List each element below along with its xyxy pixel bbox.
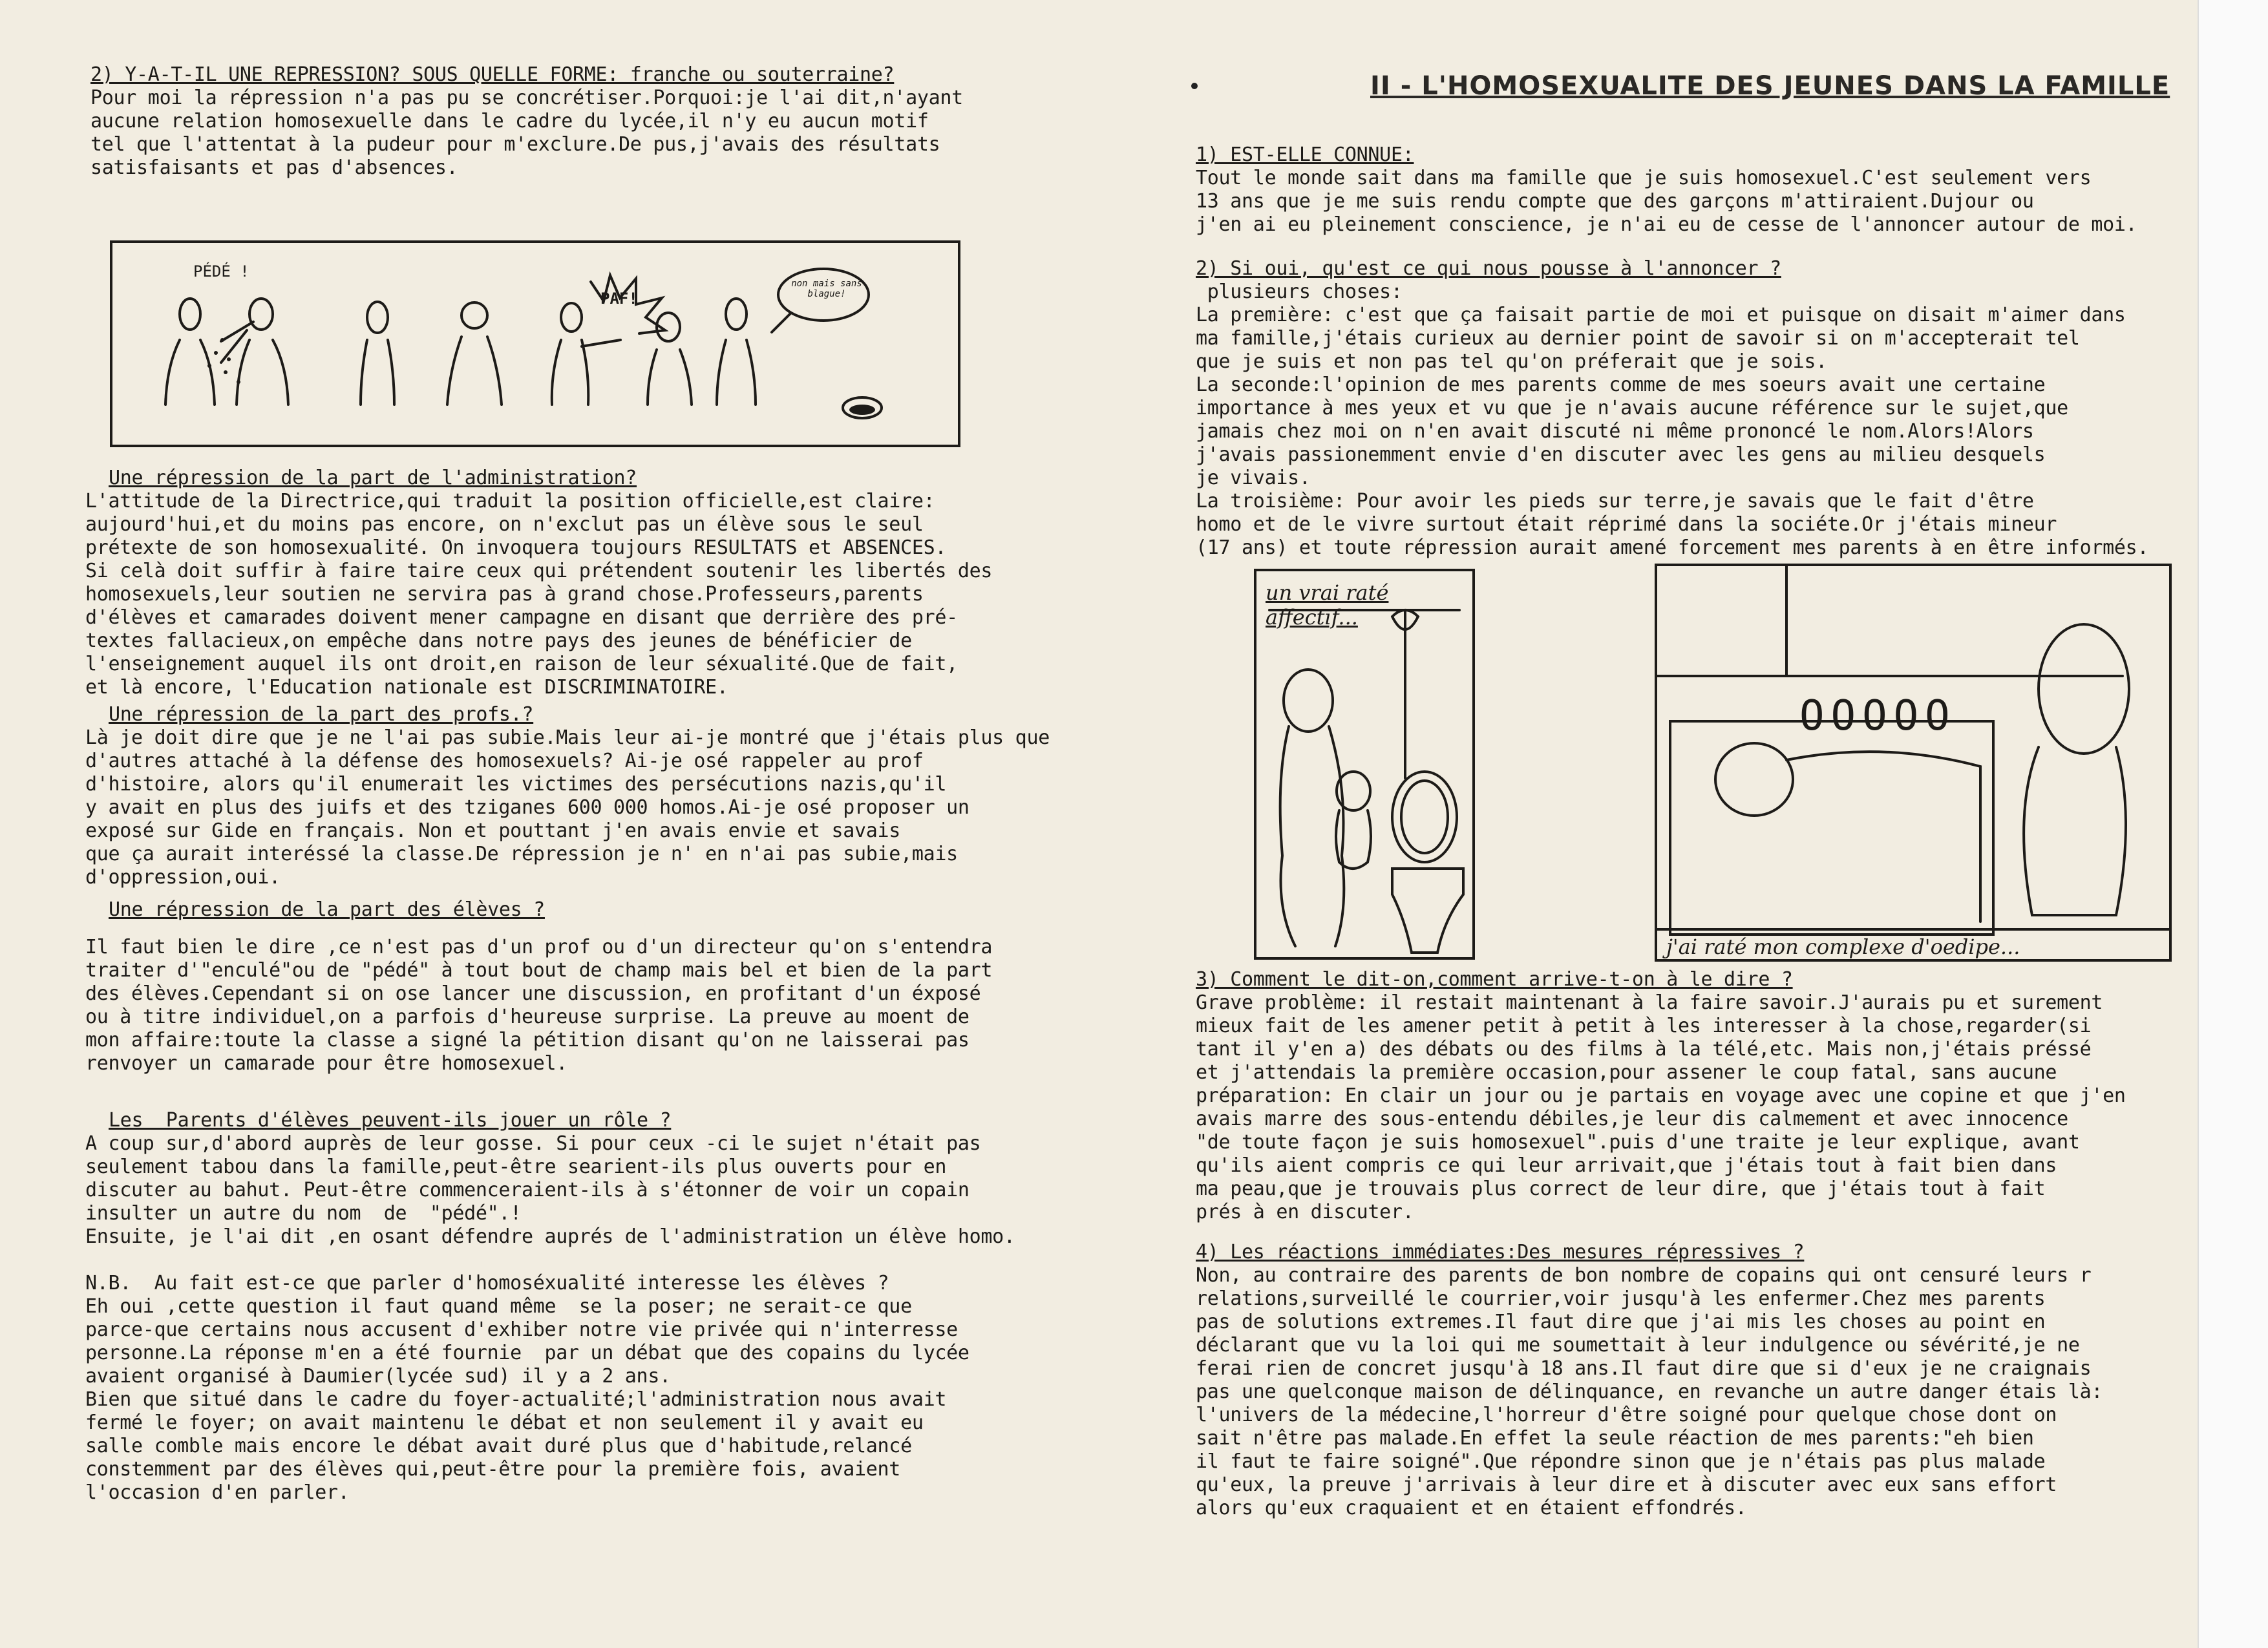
- text-line: avaient organisé à Daumier(lycée sud) il y a 2 ans.: [85, 1365, 671, 1388]
- text-line: Grave problème: il restait maintenant à la faire savoir.J'aurais pu et surement: [1196, 991, 2103, 1014]
- intro-heading: 2) Y-A-T-IL UNE REPRESSION? SOUS QUELLE FORME: franche ou souterraine?: [90, 63, 895, 86]
- text-line: La seconde:l'opinion de mes parents comme de mes soeurs avait une certaine: [1196, 374, 2046, 396]
- s2-text: [85, 726, 1050, 889]
- intro-text: [90, 87, 963, 180]
- q1-heading: 1) EST-ELLE CONNUE:: [1196, 143, 1414, 166]
- caption-rate-affectif: un vrai raté affectif...: [1266, 580, 1389, 629]
- s3-text: [85, 936, 992, 1075]
- text-line: l'enseignement auquel ils ont droit,en raison de leur séxualité.Que de fait,: [85, 653, 958, 675]
- text-line: fermé le foyer; on avait maintenu le débat et non seulement il y avait eu: [85, 1411, 924, 1434]
- text-line: Là je doit dire que je ne l'ai pas subie.Mais leur ai-je montré que j'étais plus que: [85, 726, 1050, 749]
- text-line: personne.La réponse m'en a été fournie par un débat que des copains du lycée: [85, 1342, 970, 1364]
- q2-text: [1196, 280, 2148, 560]
- text-line: d'oppression,oui.: [85, 866, 281, 889]
- text-line: des élèves.Cependant si on ose lancer une discussion, en profitant d'un éxposé: [85, 982, 981, 1005]
- text-line: l'univers de la médecine,l'horreur d'être soigné pour quelque chose dont on: [1196, 1404, 2057, 1426]
- q2-heading: 2) Si oui, qu'est ce qui nous pousse à l'annoncer ?: [1196, 257, 1781, 280]
- text-line: qu'eux, la preuve j'arrivais à leur dire et à discuter avec eux sans effort: [1196, 1474, 2057, 1496]
- nb-text: [85, 1272, 970, 1505]
- text-line: 13 ans que je me suis rendu compte que des garçons m'attiraient.Dujour ou: [1196, 190, 2034, 213]
- text-line: d'élèves et camarades doivent mener campagne en disant que derrière des pré-: [85, 606, 958, 629]
- text-line: aucune relation homosexuelle dans le cadre du lycée,il n'y eu aucun motif: [90, 110, 929, 132]
- text-line: j'avais passionemment envie d'en discuter avec les gens au milieu desquels: [1196, 443, 2046, 466]
- dream-bubbles: OOOOO: [1799, 692, 1956, 740]
- text-line: N.B. Au fait est-ce que parler d'homoséxualité interesse les élèves ?: [85, 1272, 889, 1294]
- text-line: satisfaisants et pas d'absences.: [90, 156, 458, 179]
- text-line: j'en ai eu pleinement conscience, je n'ai eu de cesse de l'annoncer autour de moi.: [1196, 213, 2137, 236]
- s3-heading: Une répression de la part des élèves ?: [109, 898, 545, 921]
- text-line: tel que l'attentat à la pudeur pour m'exclure.De pus,j'avais des résultats: [90, 133, 940, 156]
- s4-text: [85, 1132, 1015, 1249]
- text-line: Bien que situé dans le cadre du foyer-actualité;l'administration nous avait: [85, 1388, 947, 1411]
- text-line: ma peau,que je trouvais plus correct de leur dire, que j'étais tout à fait: [1196, 1178, 2046, 1200]
- bubble-pede: PÉDÉ !: [193, 262, 249, 280]
- text-line: Si celà doit suffir à faire taire ceux qui prétendent soutenir les libertés des: [85, 560, 993, 582]
- text-line: y avait en plus des juifs et des tziganes 600 000 homos.Ai-je osé proposer un: [85, 796, 970, 819]
- text-line: qu'ils aient compris ce qui leur arrivait,que j'étais tout à fait bien dans: [1196, 1154, 2057, 1177]
- text-line: La troisième: Pour avoir les pieds sur terre,je savais que le fait d'être: [1196, 490, 2034, 512]
- text-line: préparation: En clair un jour ou je partais en voyage avec une copine et que j'en: [1196, 1084, 2126, 1107]
- text-line: je vivais.: [1196, 467, 1311, 489]
- text-line: ou à titre individuel,on a parfois d'heureuse surprise. La preuve au moent de: [85, 1006, 970, 1028]
- text-line: alors qu'eux craquaient et en étaient effondrés.: [1196, 1497, 1747, 1519]
- text-line: que ça aurait interéssé la classe.De répression je n' en n'ai pas subie,mais: [85, 843, 958, 865]
- text-line: Tout le monde sait dans ma famille que je suis homosexuel.C'est seulement vers: [1196, 167, 2092, 189]
- s1-text: [85, 490, 992, 699]
- text-line: mon affaire:toute la classe a signé la pétition disant qu'on ne laisserai pas: [85, 1029, 970, 1051]
- text-line: d'autres attaché à la défense des homosexuels? Ai-je osé rappeler au prof: [85, 750, 924, 772]
- text-line: seulement tabou dans la famille,peut-être searient-ils plus ouverts pour en: [85, 1156, 947, 1178]
- text-line: Eh oui ,cette question il faut quand même se la poser; ne serait-ce que: [85, 1295, 912, 1318]
- text-line: plusieurs choses:: [1196, 280, 1403, 303]
- text-line: (17 ans) et toute répression aurait amené forcement mes parents à en être informés.: [1196, 536, 2149, 559]
- text-line: homo et de le vivre surtout était réprimé dans la sociéte.Or j'étais mineur: [1196, 513, 2057, 536]
- text-line: Pour moi la répression n'a pas pu se concrétiser.Porquoi:je l'ai dit,n'ayant: [90, 87, 963, 109]
- text-line: ferai rien de concret jusqu'à 18 ans.Il faut dire que si d'eux je ne craignais: [1196, 1357, 2092, 1380]
- q3-heading: 3) Comment le dit-on,comment arrive-t-on à le dire ?: [1196, 968, 1793, 991]
- text-line: L'attitude de la Directrice,qui traduit la position officielle,est claire:: [85, 490, 935, 512]
- text-line: prétexte de son homosexualité. On invoquera toujours RESULTATS et ABSENCES.: [85, 536, 947, 559]
- text-line: homosexuels,leur soutien ne servira pas à grand chose.Professeurs,parents: [85, 583, 924, 606]
- q4-text: [1196, 1264, 2103, 1520]
- text-line: Il faut bien le dire ,ce n'est pas d'un prof ou d'un directeur qu'on s'entendra: [85, 936, 993, 958]
- text-line: "de toute façon je suis homosexuel".puis d'une traite je leur explique, avant: [1196, 1131, 2080, 1154]
- bubble-paf: PAF!: [600, 290, 638, 308]
- section-title: II - L'HOMOSEXUALITE DES JEUNES DANS LA FAMILLE: [1370, 71, 2170, 101]
- text-line: jamais chez moi on n'en avait discuté ni même prononcé le nom.Alors!Alors: [1196, 420, 2034, 443]
- text-line: sait n'être pas malade.En effet la seule réaction de mes parents:"eh bien: [1196, 1427, 2034, 1450]
- text-line: et j'attendais la première occasion,pour assener le coup fatal, sans aucune: [1196, 1061, 2057, 1084]
- s4-heading: Les Parents d'élèves peuvent-ils jouer un rôle ?: [109, 1109, 672, 1132]
- text-line: avais marre des sous-entendu débiles,je leur dis calmement et avec innocence: [1196, 1108, 2068, 1130]
- s1-heading: Une répression de la part de l'administration?: [109, 467, 637, 489]
- text-line: textes fallacieux,on empêche dans notre pays des jeunes de bénéficier de: [85, 629, 912, 652]
- text-line: insulter un autre du nom de "pédé".!: [85, 1202, 522, 1225]
- text-line: Non, au contraire des parents de bon nombre de copains qui ont censuré leurs r: [1196, 1264, 2092, 1287]
- right-page: [1157, 0, 2191, 1648]
- text-line: l'occasion d'en parler.: [85, 1481, 350, 1504]
- text-line: mieux fait de les amener petit à petit à les interesser à la chose,regarder(si: [1196, 1015, 2092, 1037]
- text-line: importance à mes yeux et vu que je n'avais aucune référence sur le sujet,que: [1196, 397, 2068, 419]
- text-line: parce-que certains nous accusent d'exhiber notre vie privée qui n'interresse: [85, 1318, 958, 1341]
- text-line: déclarant que vu la loi qui me soumettait à leur indulgence ou sévérité,je ne: [1196, 1334, 2080, 1357]
- text-line: exposé sur Gide en français. Non et pouttant j'en avais envie et savais: [85, 819, 901, 842]
- s2-heading: Une répression de la part des profs.?: [109, 703, 534, 726]
- q1-text: [1196, 167, 2137, 237]
- text-line: que je suis et non pas tel qu'on préferait que je sois.: [1196, 350, 1827, 373]
- text-line: il faut te faire soigné".Que répondre sinon que je n'étais pas plus malade: [1196, 1450, 2046, 1473]
- cartoon-strip: [110, 240, 960, 447]
- text-line: pas une quelconque maison de délinquance, en revanche un autre danger étais là:: [1196, 1380, 2103, 1403]
- q3-text: [1196, 991, 2126, 1224]
- text-line: La première: c'est que ça faisait partie de moi et puisque on disait m'aimer dans: [1196, 304, 2126, 326]
- text-line: renvoyer un camarade pour être homosexuel.: [85, 1052, 567, 1075]
- text-line: Ensuite, je l'ai dit ,en osant défendre auprés de l'administration un élève homo.: [85, 1225, 1015, 1248]
- cartoon-panel-right: [1655, 564, 2172, 962]
- caption-complexe-oedipe: j'ai raté mon complexe d'oedipe...: [1657, 928, 2169, 963]
- scan-margin: [2198, 0, 2268, 1648]
- cartoon-right-drawing: [1657, 566, 2169, 959]
- text-line: ma famille,j'étais curieux au dernier point de savoir si on m'accepterait tel: [1196, 327, 2080, 350]
- bubble-sans-blague: non mais sans blague!: [791, 279, 862, 299]
- text-line: aujourd'hui,et du moins pas encore, on n'exclut pas un élève sous le seul: [85, 513, 924, 536]
- text-line: tant il y'en a) des débats ou des films à la télé,etc. Mais non,j'étais préssé: [1196, 1038, 2092, 1061]
- text-line: traiter d'"enculé"ou de "pédé" à tout bout de champ mais bel et bien de la part: [85, 959, 993, 982]
- q4-heading: 4) Les réactions immédiates:Des mesures répressives ?: [1196, 1241, 1805, 1263]
- text-line: prés à en discuter.: [1196, 1201, 1414, 1223]
- text-line: A coup sur,d'abord auprès de leur gosse. Si pour ceux -ci le sujet n'était pas: [85, 1132, 981, 1155]
- text-line: discuter au bahut. Peut-être commenceraient-ils à s'étonner de voir un copain: [85, 1179, 970, 1201]
- text-line: constemment par des élèves qui,peut-être pour la première fois, avaient: [85, 1458, 901, 1481]
- text-line: pas de solutions extremes.Il faut dire que j'ai mis les choses au point en: [1196, 1311, 2046, 1333]
- text-line: et là encore, l'Education nationale est DISCRIMINATOIRE.: [85, 676, 728, 699]
- text-line: d'histoire, alors qu'il enumerait les victimes des persécutions nazis,qu'il: [85, 773, 947, 796]
- text-line: relations,surveillé le courrier,voir jusqu'à les enfermer.Chez mes parents: [1196, 1287, 2046, 1310]
- text-line: salle comble mais encore le débat avait duré plus que d'habitude,relancé: [85, 1435, 912, 1457]
- cartoon-panel-left: [1254, 569, 1475, 960]
